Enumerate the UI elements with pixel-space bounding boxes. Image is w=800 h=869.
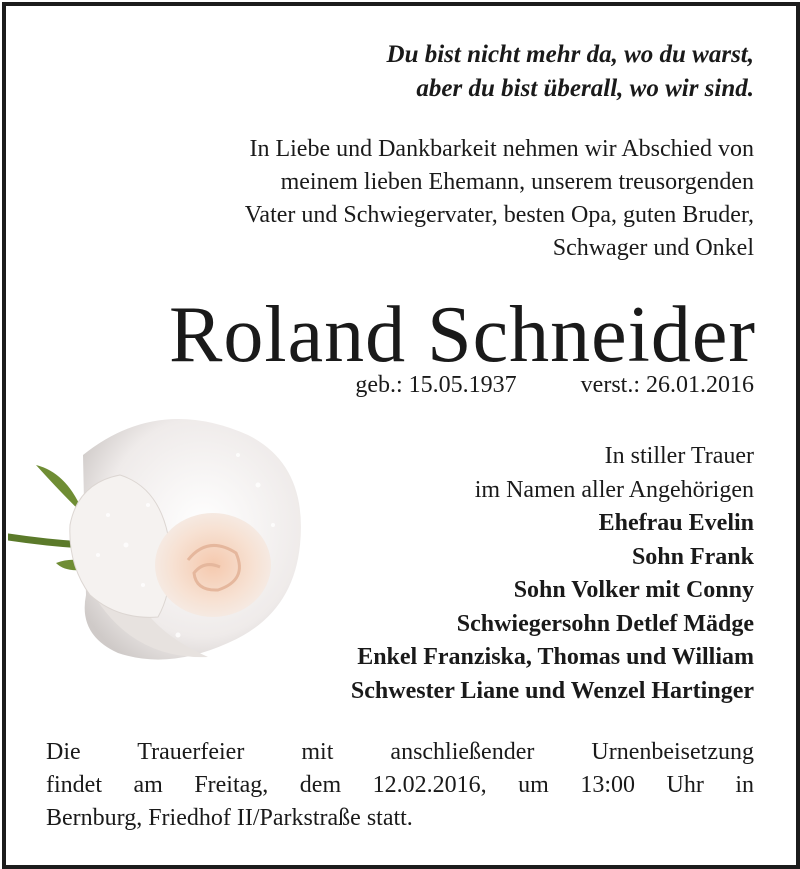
funeral-line-2: findet am Freitag, dem 12.02.2016, um 13:00 Uhr in (46, 772, 754, 798)
birth-date: geb.: 15.05.1937 (355, 372, 517, 398)
death-date: verst.: 26.01.2016 (580, 372, 754, 398)
funeral-info (46, 736, 754, 835)
mourner-name: Schwiegersohn Detlef Mädge (456, 610, 754, 637)
motto (387, 38, 754, 106)
rose-image (8, 395, 308, 670)
intro-line-2: meinem lieben Ehemann, unserem treusorgenden (280, 169, 754, 195)
intro-line-4: Schwager und Onkel (552, 235, 754, 261)
intro-line-3: Vater und Schwiegervater, besten Opa, guten Bruder, (244, 202, 754, 228)
mourners-intro-2: im Namen aller Angehörigen (474, 476, 754, 503)
mourner-name: Enkel Franziska, Thomas und William (357, 644, 754, 670)
life-dates (355, 369, 754, 401)
motto-line-1: Du bist nicht mehr da, wo du warst, (386, 41, 754, 68)
intro-text (50, 133, 754, 265)
mourners-block (351, 440, 754, 708)
mourner-name: Ehefrau Evelin (598, 510, 754, 536)
mourner-name: Sohn Volker mit Conny (513, 577, 754, 603)
mourners-intro-1: In stiller Trauer (604, 443, 754, 469)
mourner-name: Schwester Liane und Wenzel Hartinger (350, 677, 754, 704)
deceased-name: Roland Schneider (169, 291, 756, 379)
motto-line-2: aber du bist überall, wo wir sind. (416, 75, 754, 102)
intro-line-1: In Liebe und Dankbarkeit nehmen wir Abschied von (249, 136, 754, 162)
mourner-name: Sohn Frank (631, 543, 754, 570)
funeral-line-1: Die Trauerfeier mit anschließender Urnenbeisetzung (46, 739, 754, 765)
funeral-line-3: Bernburg, Friedhof II/Parkstraße statt. (46, 805, 413, 831)
